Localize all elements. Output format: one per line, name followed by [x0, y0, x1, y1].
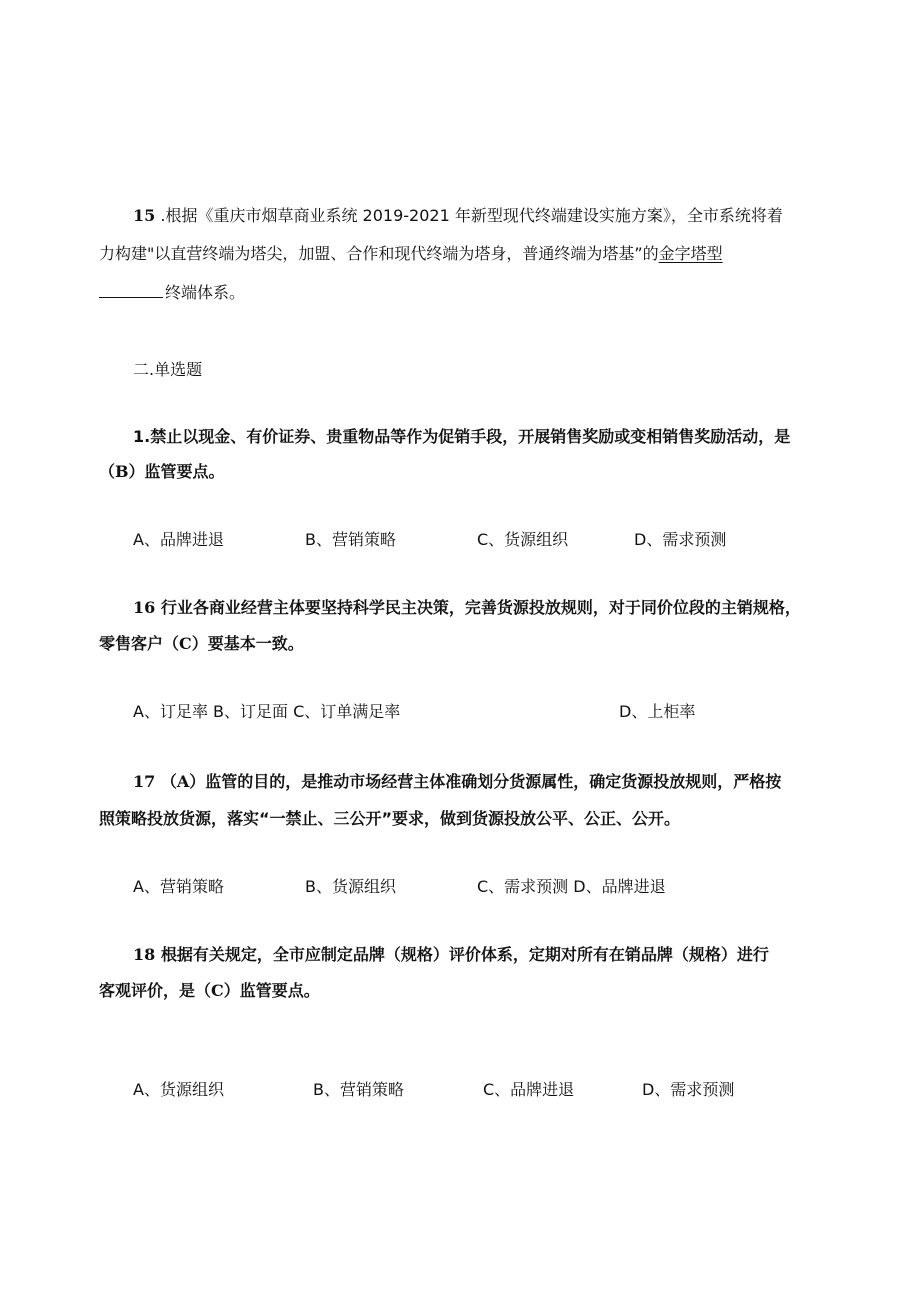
q16-line-2	[99, 633, 304, 655]
q18-answer: （C）	[195, 981, 240, 1000]
q1-option-b: B、营销策略	[305, 530, 396, 549]
q17-answer: （A）	[160, 772, 206, 791]
q16-option-d: D、上柜率	[619, 702, 696, 721]
q16-text-2a: 零售客户	[99, 634, 164, 653]
q17-options-cd: C、需求预测 D、品牌进退	[477, 877, 666, 896]
section-title: 二.单选题	[133, 360, 203, 379]
q15-text-1: .根据《重庆市烟草商业系统 2019-2021 年新型现代终端建设实施方案》，全市系统将着	[160, 206, 783, 225]
q15-number: 15	[133, 206, 156, 225]
q1-line-1: 1.禁止以现金、有价证券、贵重物品等作为促销手段，开展销售奖励或变相销售奖励活动，是	[133, 427, 791, 446]
q15-text-3: 终端体系。	[165, 283, 246, 302]
q15-line-2	[99, 243, 723, 265]
q15-line-1	[133, 205, 783, 227]
q16-text-2b: 要基本一致。	[207, 634, 304, 653]
q17-option-b: B、货源组织	[305, 877, 396, 896]
q18-line-2	[99, 980, 320, 1002]
q1-line-2	[99, 461, 225, 483]
q16-text-1: 行业各商业经营主体要坚持科学民主决策，完善货源投放规则，对于同价位段的主销规格，	[160, 598, 801, 617]
q18-text-1: 根据有关规定，全市应制定品牌（规格）评价体系，定期对所有在销品牌（规格）进行	[160, 945, 769, 964]
q15-answer-blank	[99, 281, 163, 298]
q1-option-d: D、需求预测	[634, 530, 727, 549]
q16-options-abc: A、订足率 B、订足面 C、订单满足率	[133, 702, 401, 721]
q16-line-1	[133, 597, 801, 619]
q15-line-3	[99, 281, 245, 304]
q15-text-2: 力构建"以直营终端为塔尖，加盟、合作和现代终端为塔身，普通终端为塔基”的	[99, 244, 659, 263]
q17-line-2: 照策略投放货源，落实“一禁止、三公开”要求，做到货源投放公平、公正、公开。	[99, 809, 681, 828]
q18-option-a: A、货源组织	[133, 1080, 224, 1099]
q18-option-b: B、营销策略	[313, 1080, 404, 1099]
q17-text-1: 监管的目的，是推动市场经营主体准确划分货源属性，确定货源投放规则，严格按	[205, 772, 782, 791]
q17-option-a: A、营销策略	[133, 877, 224, 896]
q1-option-a: A、品牌进退	[133, 530, 224, 549]
q1-text-2: 监管要点。	[144, 462, 225, 481]
q18-text-2a: 客观评价，是	[99, 981, 196, 1000]
q16-answer: （C）	[163, 634, 208, 653]
q18-line-1	[133, 944, 769, 966]
q18-option-c: C、品牌进退	[483, 1080, 575, 1099]
q18-text-2b: 监管要点。	[239, 981, 320, 1000]
q17-line-1	[133, 771, 781, 793]
q15-answer: 金字塔型	[658, 244, 723, 263]
q17-number: 17	[133, 772, 156, 791]
q18-option-d: D、需求预测	[642, 1080, 735, 1099]
q1-answer: （B）	[99, 462, 145, 481]
q18-number: 18	[133, 945, 156, 964]
q1-option-c: C、货源组织	[477, 530, 569, 549]
q16-number: 16	[133, 598, 156, 617]
